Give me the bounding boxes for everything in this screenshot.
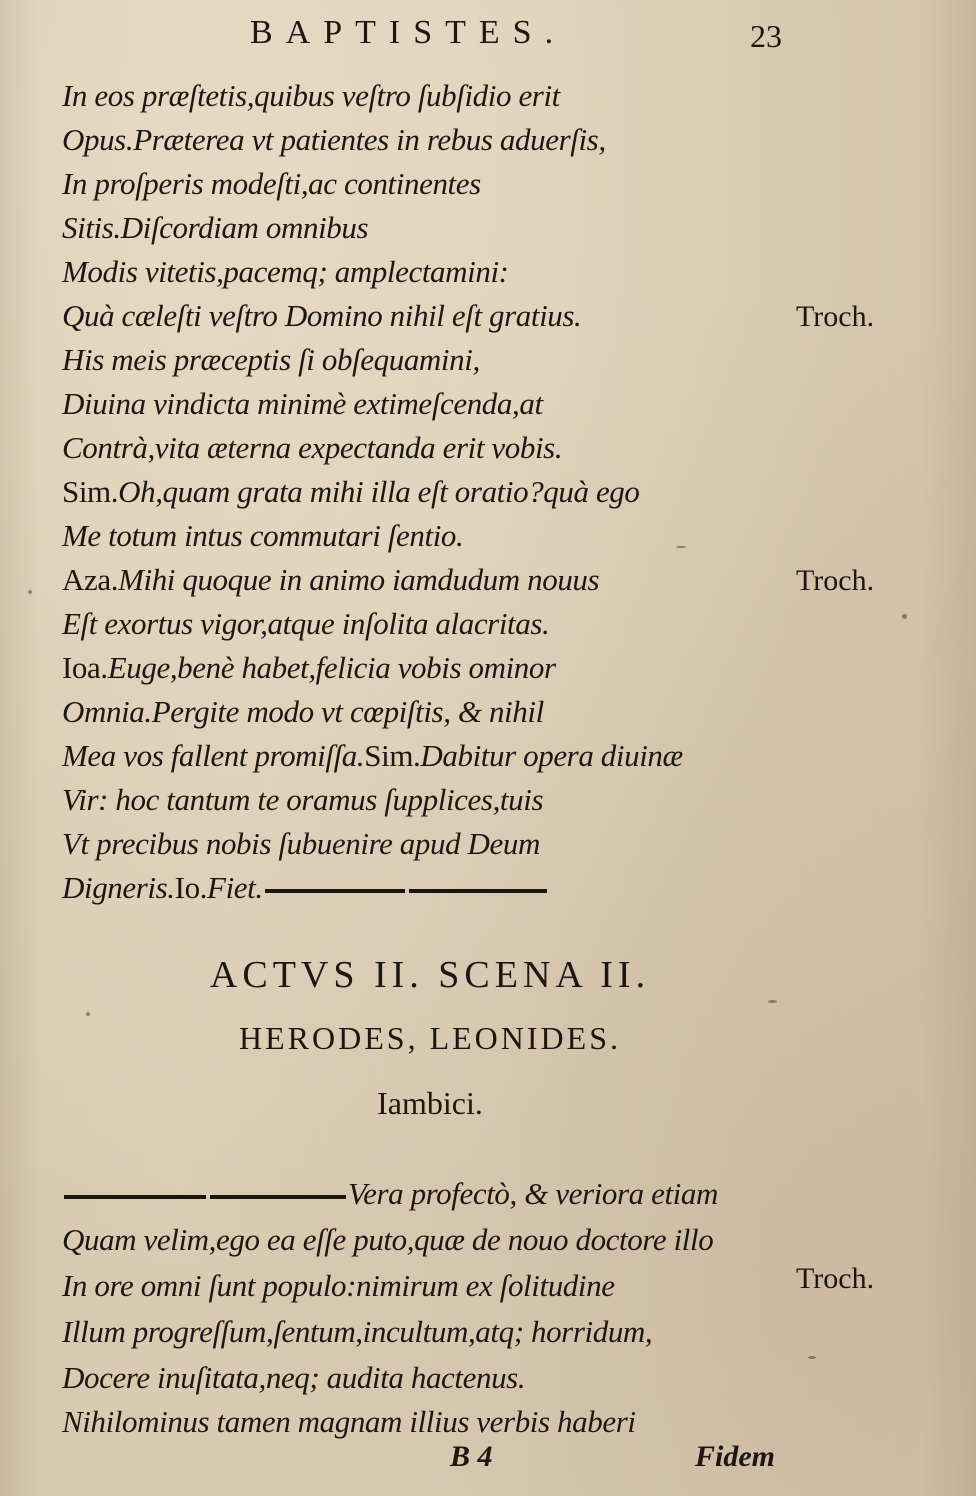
paper-speck [86, 1012, 90, 1016]
act-scene-heading: ACTVS II. SCENA II. [209, 954, 651, 996]
margin-note-troch: Troch. [796, 300, 875, 333]
speaker-label: Io. [174, 870, 208, 905]
speaker-label: Aza. [62, 562, 119, 597]
paper-speck [28, 590, 32, 594]
paper-speck [768, 1000, 777, 1003]
speaker-label: Sim. [364, 738, 421, 773]
verse-line: Mea vos fallent promiſſa.Sim.Dabitur opera diuinæ [62, 738, 683, 773]
verse-line: Sim.Oh,quam grata mihi illa eſt oratio?quà ego [62, 474, 640, 509]
verse-line: In ore omni ſunt populo:nimirum ex ſolitudine [62, 1268, 615, 1303]
running-title: BAPTISTES. [250, 14, 567, 51]
ornamental-rule [265, 889, 405, 893]
signature-mark: B 4 [450, 1440, 493, 1473]
verse-line: His meis præceptis ſi obſequamini, [62, 342, 480, 377]
verse-line: Aza.Mihi quoque in animo iamdudum nouus [62, 562, 600, 597]
verse-line: Vt precibus nobis ſubuenire apud Deum [62, 826, 540, 861]
verse-line: Sitis.Diſcordiam omnibus [62, 210, 369, 245]
catchword: Fidem [695, 1440, 775, 1473]
meter-label: Iambici. [377, 1085, 483, 1121]
verse-line: Opus.Prӕterea vt patientes in rebus aduerſis, [62, 122, 606, 157]
verse-line: Vir: hoc tantum te oramus ſupplices,tuis [62, 782, 544, 817]
ornamental-rule [210, 1195, 346, 1199]
verse-line: Eſt exortus vigor,atque inſolita alacritas. [62, 606, 550, 641]
speaker-label: Ioa. [62, 650, 108, 685]
paper-speck [808, 1356, 816, 1359]
paper-speck [902, 614, 907, 619]
verse-line: Vera profectò, & veriora etiam [62, 1172, 718, 1216]
verse-line: Modis vitetis,pacemq; amplectamini: [62, 254, 509, 289]
page-number: 23 [750, 18, 782, 54]
verse-line: Docere inuſitata,neq; audita hactenus. [62, 1360, 526, 1395]
ornamental-rule [64, 1195, 206, 1199]
speaker-label: Sim. [62, 474, 119, 509]
verse-line: Ioa.Euge,benè habet,felicia vobis ominor [62, 650, 556, 685]
verse-line: Omnia.Pergite modo vt cœpiſtis, & nihil [62, 694, 544, 729]
verse-line: Diuina vindicta minimè extimeſcenda,at [62, 386, 543, 421]
verse-line: Digneris.Io.Fiet. [62, 866, 549, 910]
margin-note-troch: Troch. [796, 1262, 875, 1295]
dramatis-personae: HERODES, LEONIDES. [239, 1020, 621, 1056]
ornamental-rule [409, 889, 547, 893]
verse-line: Me totum intus commutari ſentio. [62, 518, 464, 553]
verse-line: Contrà,vita æterna expectanda erit vobis. [62, 430, 563, 465]
verse-line: In proſperis modeſti,ac continentes [62, 166, 481, 201]
verse-line: Illum progreſſum,ſentum,incultum,atq; horridum, [62, 1314, 653, 1349]
paper-speck [676, 546, 686, 548]
verse-line: In eos præſtetis,quibus veſtro ſubſidio erit [62, 78, 560, 113]
verse-line: Quam velim,ego ea eſſe puto,quæ de nouo doctore illo [62, 1222, 714, 1257]
margin-note-troch: Troch. [796, 564, 875, 597]
verse-line: Nihilominus tamen magnam illius verbis haberi [62, 1404, 636, 1439]
verse-line: Quà cæleſti veſtro Domino nihil eſt gratius. [62, 298, 582, 333]
